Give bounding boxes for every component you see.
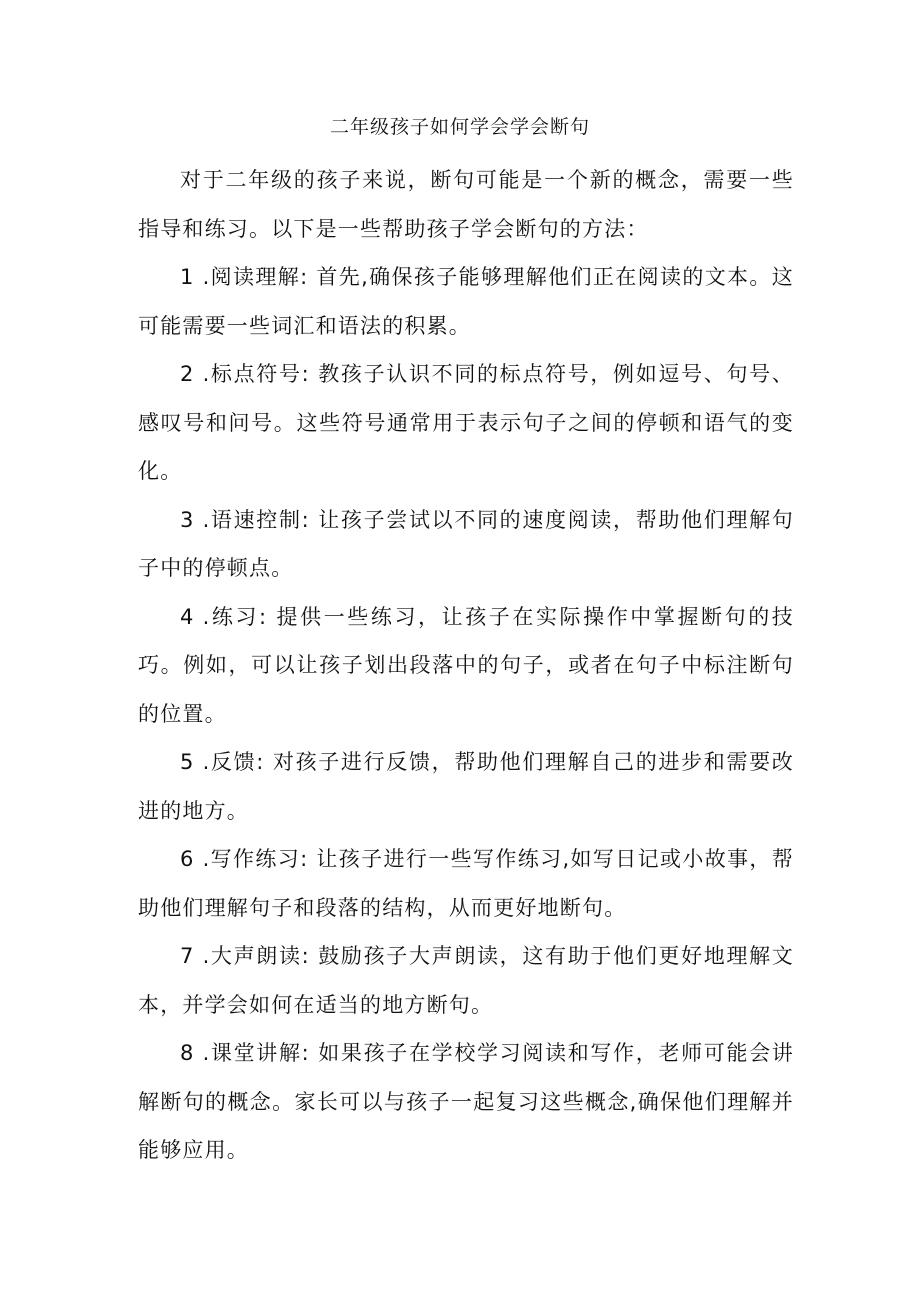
item-text: .阅读理解: 首先,确保孩子能够理解他们正在阅读的文本。这可能需要一些词汇和语法的积累。 — [138, 265, 794, 338]
item-number: 7 — [180, 944, 195, 968]
list-item — [138, 738, 794, 835]
list-item — [138, 593, 794, 739]
item-number: 5 — [180, 750, 195, 774]
document-title: 二年级孩子如何学会学会断句 — [329, 116, 590, 138]
item-number: 1 — [180, 265, 195, 289]
list-item — [138, 835, 794, 932]
item-text: .课堂讲解: 如果孩子在学校学习阅读和写作，老师可能会讲解断句的概念。家长可以与孩子一起复习这些概念,确保他们理解并能够应用。 — [138, 1041, 794, 1162]
list-item — [138, 496, 794, 593]
item-number: 6 — [180, 847, 195, 871]
list-item — [138, 350, 794, 496]
item-text: .写作练习: 让孩子进行一些写作练习,如写日记或小故事，帮助他们理解句子和段落的结构，从而更好地断句。 — [138, 847, 794, 920]
document-body — [138, 156, 794, 1175]
item-text: .大声朗读: 鼓励孩子大声朗读，这有助于他们更好地理解文本，并学会如何在适当的地方断句。 — [138, 944, 794, 1017]
item-number: 3 — [180, 507, 195, 532]
item-text: .语速控制: 让孩子尝试以不同的速度阅读，帮助他们理解句子中的停顿点。 — [138, 507, 794, 580]
item-text: .标点符号: 教孩子认识不同的标点符号，例如逗号、句号、感叹号和问号。这些符号通常用于表示句子之间的停顿和语气的变化。 — [138, 362, 794, 483]
item-text: .反馈: 对孩子进行反馈，帮助他们理解自己的进步和需要改进的地方。 — [138, 750, 794, 823]
list-item — [138, 1029, 794, 1175]
item-text: .练习: 提供一些练习，让孩子在实际操作中掌握断句的技巧。例如，可以让孩子划出段落中的句子，或者在句子中标注断句的位置。 — [138, 604, 794, 726]
intro-paragraph: 对于二年级的孩子来说，断句可能是一个新的概念，需要一些指导和练习。以下是一些帮助孩子学会断句的方法： — [138, 168, 794, 241]
item-number: 2 — [180, 362, 195, 386]
list-item — [138, 253, 794, 350]
item-number: 8 — [180, 1041, 195, 1065]
list-item — [138, 932, 794, 1029]
item-number: 4 — [180, 604, 195, 629]
